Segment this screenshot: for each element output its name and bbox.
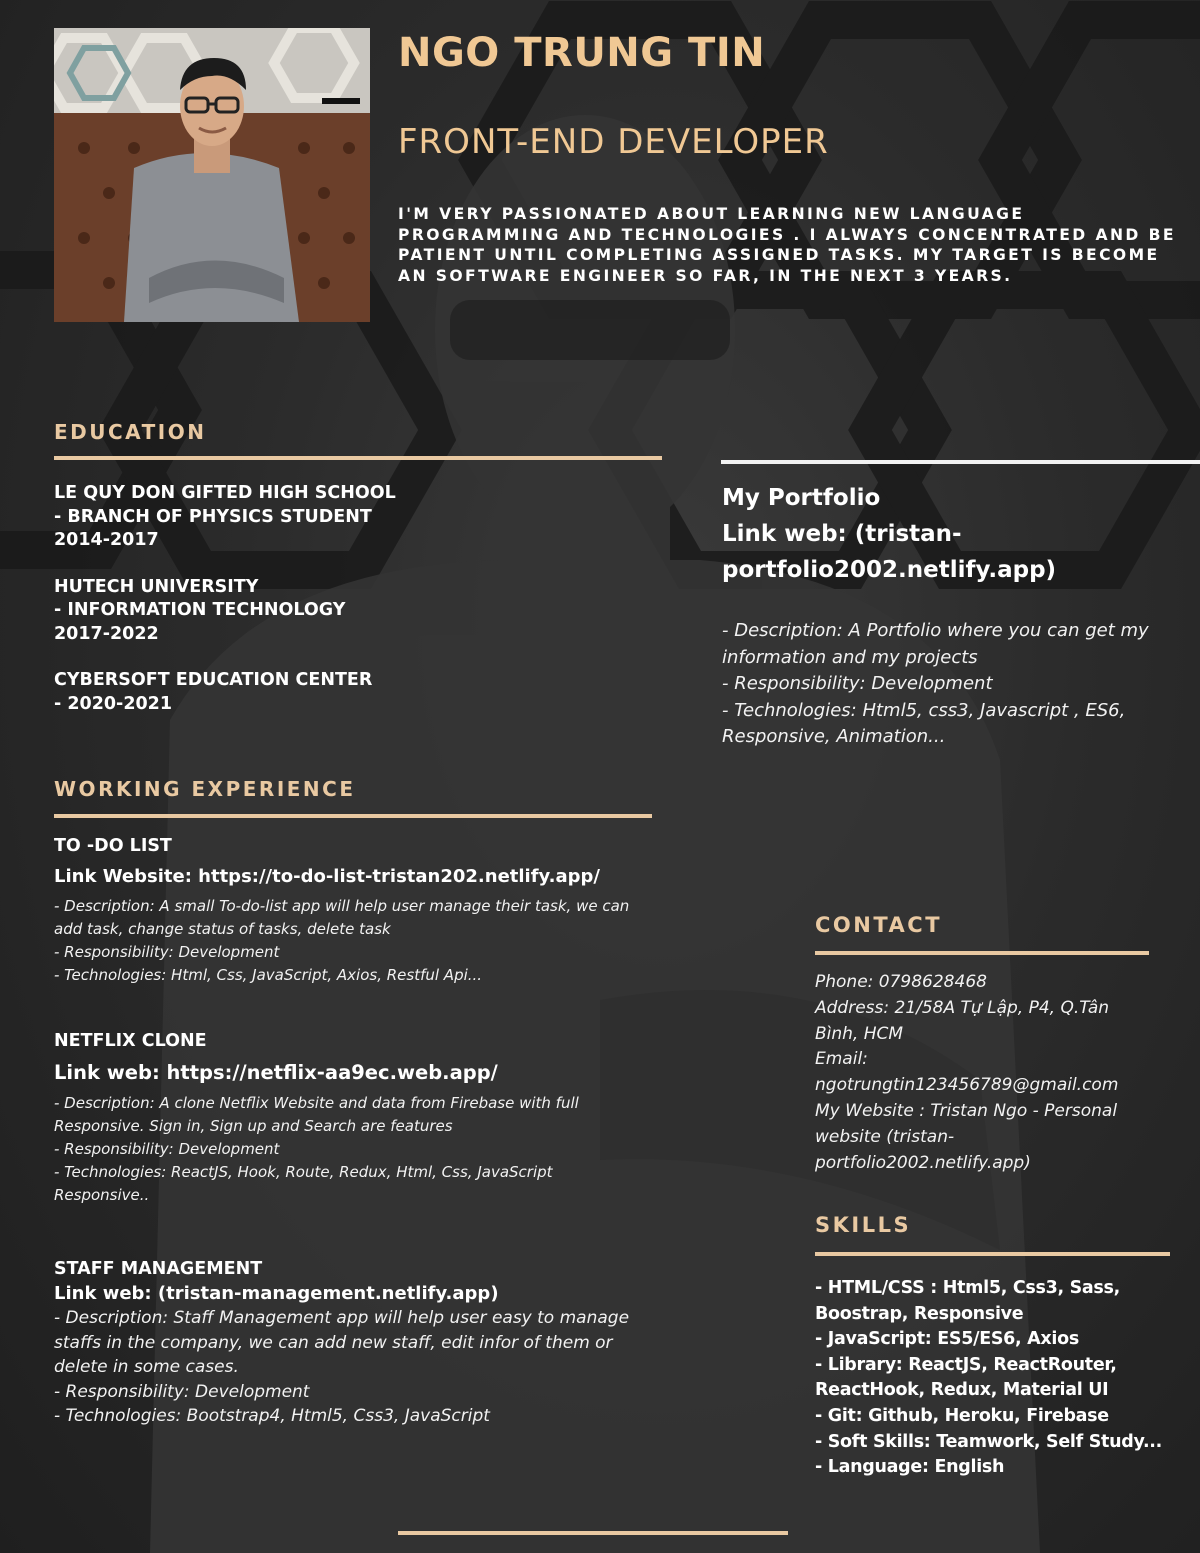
description-line: - Description: A small To-do-list app will help user manage their task, we can add task, change status of tasks, delete task [54,897,630,938]
job-title: FRONT-END DEVELOPER [398,122,829,162]
skill-item: - Language: English [815,1457,1005,1478]
description-line: - Technologies: Bootstrap4, Html5, Css3, JavaScript [54,1406,490,1426]
project-link[interactable]: Link web: https://netflix-aa9ec.web.app/ [54,1061,498,1084]
description-line: - Responsibility: Development [722,673,993,694]
skill-item: - Soft Skills: Teamwork, Self Study... [815,1431,1163,1452]
description-line: - Technologies: ReactJS, Hook, Route, Redux, Html, Css, JavaScript Responsive.. [54,1163,553,1204]
contact-list [815,970,1155,1176]
contact-phone: Phone: 0798628468 [815,972,987,992]
description-line: - Responsibility: Development [54,1381,310,1402]
education-heading: EDUCATION [54,420,207,444]
contact-divider [815,951,1149,955]
skill-item: - Library: ReactJS, ReactRouter, ReactHook, Redux, Material UI [815,1354,1117,1401]
portfolio-section [722,480,1182,588]
portfolio-description [722,618,1162,751]
skills-list [815,1276,1175,1481]
project-link[interactable]: Link web: (tristan-management.netlify.app) [54,1283,499,1304]
experience-heading: WORKING EXPERIENCE [54,777,356,801]
portfolio-divider [721,460,1200,464]
candidate-name: NGO TRUNG TIN [398,30,766,76]
contact-website[interactable]: My Website : Tristan Ngo - Personal website (tristan-portfolio2002.netlify.app) [815,1100,1118,1173]
skill-item: - Git: Github, Heroku, Firebase [815,1405,1109,1426]
project-title: TO -DO LIST [54,836,172,856]
experience-divider [54,814,652,818]
skill-item: - HTML/CSS : Html5, Css3, Sass, Boostrap, Responsive [815,1278,1121,1324]
summary-text: I'M VERY PASSIONATED ABOUT LEARNING NEW LANGUAGE PROGRAMMING AND TECHNOLOGIES . I ALWAYS CONCENTRATED AND BE PATIENT UNTIL COMPLETING ASSIGNED TASKS. MY TARGET IS BECOME AN SOFTWARE ENGINEER SO FAR, IN THE NEXT 3 YEARS. [398,205,1176,285]
description-line: - Technologies: Html5, css3, Javascript , ES6, Responsive, Animation... [722,699,1126,747]
description-line: - Description: Staff Management app will help user easy to manage staffs in the company, we can add new staff, edit infor of them or delete in some cases. [54,1308,630,1377]
education-list [54,482,614,739]
project-description [54,1306,654,1429]
education-entry: LE QUY DON GIFTED HIGH SCHOOL - BRANCH OF PHYSICS STUDENT 2014-2017 [54,483,396,550]
project-description [54,1092,644,1207]
skill-item: - JavaScript: ES5/ES6, Axios [815,1329,1079,1350]
project-todo [54,836,654,987]
project-description [54,895,654,987]
description-line: - Technologies: Html, Css, JavaScript, Axios, Restful Api... [54,966,483,984]
contact-heading: CONTACT [815,913,943,937]
description-line: - Responsibility: Development [54,1140,280,1158]
contact-email[interactable]: Email: ngotrungtin123456789@gmail.com [815,1049,1119,1096]
education-divider [54,456,662,460]
project-netflix [54,1031,644,1207]
description-line: - Description: A clone Netflix Website and data from Firebase with full Responsive. Sign in, Sign up and Search are features [54,1094,579,1135]
profile-photo [54,28,370,322]
project-title: STAFF MANAGEMENT [54,1259,263,1279]
project-staff [54,1259,654,1429]
portfolio-title: My Portfolio [722,485,881,511]
description-line: - Responsibility: Development [54,943,280,961]
description-line: - Description: A Portfolio where you can get my information and my projects [722,620,1149,668]
education-entry: HUTECH UNIVERSITY - INFORMATION TECHNOLOGY 2017-2022 [54,576,346,644]
skills-divider [815,1252,1170,1256]
contact-address: Address: 21/58A Tự Lập, P4, Q.Tân Bình, HCM [815,997,1110,1044]
footer-divider [398,1531,788,1535]
education-entry: CYBERSOFT EDUCATION CENTER - 2020-2021 [54,670,373,714]
project-title: NETFLIX CLONE [54,1031,207,1051]
skills-heading: SKILLS [815,1213,912,1237]
portfolio-link[interactable]: Link web: (tristan-portfolio2002.netlify.app) [722,521,1057,583]
project-link[interactable]: Link Website: https://to-do-list-tristan202.netlify.app/ [54,866,600,887]
